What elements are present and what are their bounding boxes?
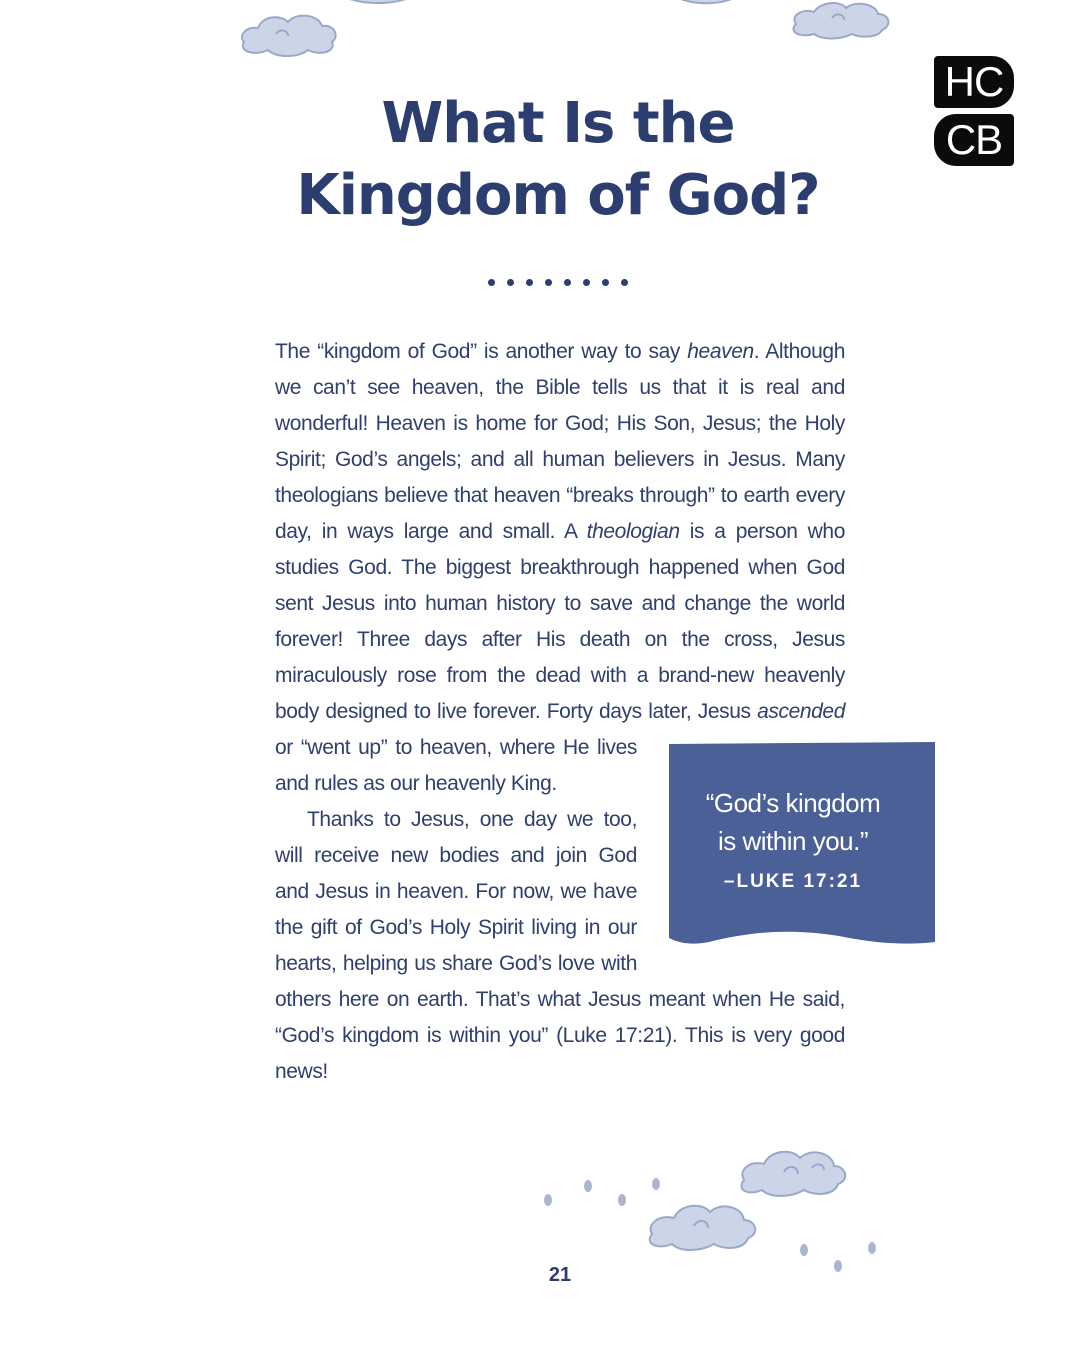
page-number: 21: [548, 1264, 572, 1286]
title-line-1: What Is the: [381, 91, 735, 156]
quote-reference: –LUKE 17:21: [723, 871, 863, 892]
cloud-top-center-right-icon: [666, 0, 746, 10]
quote-line-1: “God’s kingdom: [705, 788, 881, 818]
divider-dot: [564, 279, 571, 286]
divider-dot: [545, 279, 552, 286]
divider-dot: [488, 279, 495, 286]
p1-text-a: The “kingdom of God” is another way to say: [275, 340, 688, 363]
p1-text-c: is a person who studies God. The biggest breakthrough happened when God sent Jesus into human history to save and change the world forever! Three days after His death on the cross, Jesus miraculously rose from the dead with a brand-new heavenly body designed to live forever. Forty days later, Jesus: [275, 520, 845, 723]
logo-top-text: HC: [934, 56, 1014, 108]
page-title: [0, 88, 1080, 232]
quote-content: [669, 784, 917, 900]
cloud-bottom-right-icon: [736, 1146, 850, 1200]
article-body: [275, 334, 881, 1090]
logo-bottom-text: CB: [934, 114, 1014, 166]
quote-callout: [669, 742, 935, 946]
divider-dot: [526, 279, 533, 286]
paragraph-1: [275, 334, 881, 892]
divider-dot: [602, 279, 609, 286]
quote-line-2: is within you.”: [718, 826, 868, 856]
p1-em-theologian: theologian: [586, 520, 680, 543]
title-line-2: Kingdom of God?: [296, 163, 820, 228]
divider-dot: [507, 279, 514, 286]
divider-dot: [583, 279, 590, 286]
dotted-divider: [488, 279, 628, 286]
paragraph-2: Thanks to Jesus, one day we too, will receive new bodies and join God and Jesus in heaven. For now, we have the gift of God’s Holy Spirit living in our hearts, helping us share God’s love with others here on earth. That’s what Jesus meant when He said, “God’s kingdom is within you” (Luke 17:21). This is very good news!: [275, 808, 845, 1083]
raindrops-right-icon: [796, 1236, 886, 1276]
p1-em-heaven: heaven: [687, 340, 754, 363]
cloud-top-center-left-icon: [332, 0, 422, 10]
p1-text-b: . Although we can’t see heaven, the Bible tells us that it is real and wonderful! Heaven is home for God; His Son, Jesus; the Holy Spirit; God’s angels; and all human believers in Jesus. Many theologians believe that heaven “breaks through” to earth every day, in ways large and small. A: [275, 340, 845, 543]
p1-text-d: or “went up” to heaven, where He lives and rules as our heavenly King.: [275, 736, 637, 795]
cloud-top-right-icon: [788, 0, 894, 40]
raindrops-left-icon: [540, 1174, 670, 1214]
divider-dot: [621, 279, 628, 286]
p1-em-ascended: ascended: [757, 700, 845, 723]
cloud-top-left-icon: [236, 8, 342, 58]
